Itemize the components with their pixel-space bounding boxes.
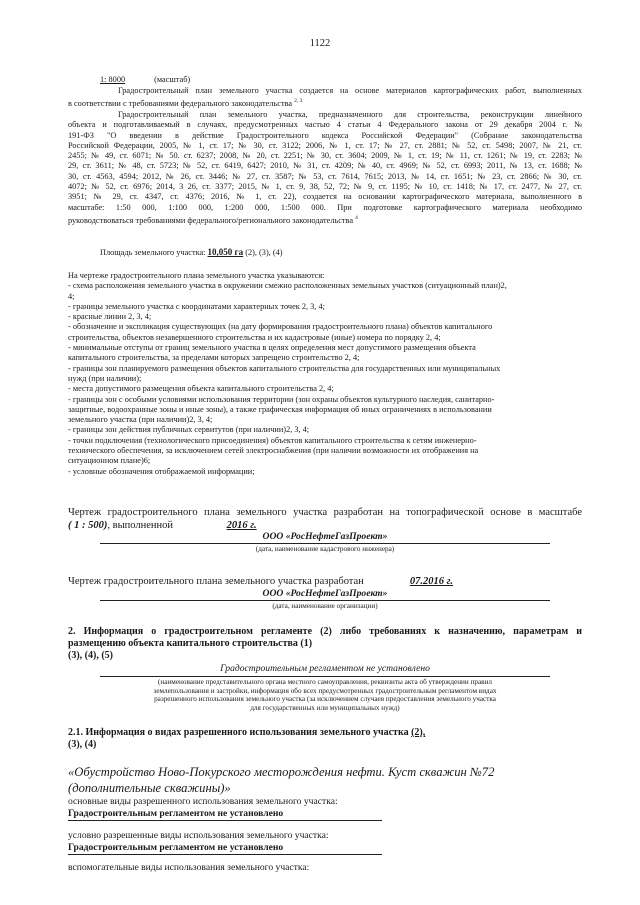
list-item: - точки подключения (технологического присоединения) объектов капитального строительства к сетям инженерно-	[68, 435, 477, 445]
developer-caption: (дата, наименование организации)	[272, 602, 378, 610]
divider	[100, 543, 550, 544]
developer-line: Чертеж градостроительного плана земельного участка разработан 07.2016 г.	[68, 575, 492, 588]
list-item: - границы зон с особыми условиями использования территории (зон охраны объектов культурного наследия, санитарно-	[68, 394, 495, 404]
list-item: - обозначение и экспликация существующих (на дату формирования градостроительного плана) объектов капитального	[68, 322, 493, 332]
regulation-value: Градостроительным регламентом не установлено	[220, 663, 430, 674]
topo-year: 2016 г.	[226, 520, 257, 531]
drawing-intro: На чертеже градостроительного плана земельного участка указываются:	[68, 271, 325, 280]
divider	[100, 600, 550, 601]
regulation-caption: (наименование представительного органа местного самоуправления, реквизиты акта об утверждении правил землепользования и застройки, информация обо всех предусмотренных градостроительным регламентом видах разрешенного использования земельного участка (за исключением случаев предоставления земельного участка для государственных или муниципальных нужд)	[153, 678, 497, 712]
list-item: - границы зон действия публичных сервитутов (при наличии)2, 3, 4;	[68, 425, 310, 435]
list-item: - границы зон планируемого размещения объектов капитального строительства для государственных или муниципальных	[68, 363, 501, 373]
map-scale-value: 1: 8000	[100, 75, 126, 84]
developer-date: 07.2016 г.	[409, 576, 453, 587]
divider	[68, 820, 382, 821]
list-item: 4;	[68, 291, 75, 301]
main-uses-value: Градостроительным регламентом не установлено	[68, 808, 284, 819]
list-item: ситуационном плане)6;	[68, 456, 151, 466]
main-uses-label: основные виды разрешенного использования земельного участка:	[68, 796, 338, 807]
list-item: - схема расположения земельного участка в окружении смежно расположенных земельных участков (ситуационный план)2,	[68, 281, 507, 291]
area-value: 10,050 га	[207, 247, 244, 257]
map-scale	[100, 75, 190, 85]
conditional-uses-label: условно разрешенные виды использования земельного участка:	[68, 830, 329, 841]
auxiliary-uses-label: вспомогательные виды использования земельного участка:	[68, 862, 310, 873]
divider	[100, 676, 550, 677]
list-item: защитные, водоохранные зоны и иные зоны), а также графическая информация об иных ограничениях в использовании	[68, 404, 492, 414]
topo-caption: (дата, наименование кадастрового инженера)	[255, 545, 395, 553]
conditional-uses-value: Градостроительным регламентом не установлено	[68, 842, 284, 853]
list-item: - условные обозначения отображаемой информации;	[68, 466, 255, 476]
drawing-requirements	[68, 271, 582, 477]
topo-organization: ООО «РосНефтеГазПроект»	[262, 531, 388, 542]
topo-basis: Чертеж градостроительного плана земельного участка разработан на топографической основе в масштабе ( 1 : 500), выполненной 2016 г.	[68, 507, 582, 531]
section-2-heading: 2. Информация о градостроительном регламенте (2) либо требованиях к назначению, параметрам и размещению объекта капитального строительства (1) (3), (4), (5)	[68, 626, 582, 662]
object-name: «Обустройство Ново-Покурского месторождения нефти. Куст скважин №72 (дополнительные скважины)»	[68, 765, 495, 795]
list-item: - минимальные отступы от границ земельного участка в целях определения мест допустимого размещения объекта	[68, 343, 476, 353]
section-2-1-heading: 2.1. Информация о видах разрешенного использования земельного участка (2), (3), (4)	[68, 727, 426, 751]
list-item: нужд (при наличии);	[68, 373, 142, 383]
list-item: - места допустимого размещения объекта капитального строительства 2, 4;	[68, 384, 334, 394]
area-label: Площадь земельного участка:	[100, 248, 206, 257]
list-item: - красные линии 2, 3, 4;	[68, 312, 152, 322]
requirement-list	[68, 281, 582, 477]
list-item: - границы земельного участка с координатами характерных точек 2, 3, 4;	[68, 301, 325, 311]
area-line	[100, 247, 283, 258]
intro-paragraph: Градостроительный план земельного участка создается на основе материалов картографических работ, выполненных в соответствии с требованиями федерального законодательства $^{2, 3}$	[68, 86, 582, 109]
developer-organization: ООО «РосНефтеГазПроект»	[262, 588, 388, 599]
list-item: технического обеспечения, за исключением сетей электроснабжения (при наличии возможности их отображения на	[68, 446, 479, 456]
divider	[68, 854, 382, 855]
list-item: капитального строительства, за пределами которых запрещено строительство 2, 4;	[68, 353, 360, 363]
map-scale-label: (масштаб)	[154, 75, 191, 84]
list-item: земельного участка (при наличии)2, 3, 4;	[68, 415, 213, 425]
purpose-paragraph: Градостроительный план земельного участка, предназначенного для строительства, реконструкции линейного объекта и подготавливаемый в случаях, предусмотренных частью 4 статьи 4 Федерального закона от 29 декабря 2004 г. № 191-ФЗ "О введении в действие Градостроительного кодекса Российской Федерации" (Собрание законодательства Российской Федерации, 2005, № 1, ст. 17; № 30, ст. 3122; 2006, № 1, ст. 17; № 27, ст. 2881; № 52, ст. 5498; 2007, № 21, ст. 2455; № 49, ст. 6071; № 50. ст. 6237; 2008, № 20, ст. 2251; № 30, ст. 3604; 2009, № 1, ст. 19; № 11, ст. 1261; № 19, ст. 2283; № 29, ст. 3611; № 48, ст. 5723; № 52, ст. 6419, 6427; 2010, № 31, ст. 4209; № 40, ст. 4969; № 52, ст. 6993; 2011, № 13, ст. 1688; № 30, ст. 4563, 4594; 2012, № 26, ст. 3446; № 27, ст. 3587; № 53, ст. 7614, 7615; 2013, № 14, ст. 1651; № 23, ст. 2866; № 30, ст. 4072; № 52, ст. 6976; 2014, 3 26, ст. 3377; 2015, № 1, ст. 9, 38, 52, 72; № 9, ст. 1195; № 10, ст. 1418; № 17, ст. 2477, № 27, ст. 3951; № 29, ст. 4347, ст. 4376; 2016, № 1, ст. 22), создается на основании картографического материала, выполненного в масштабе: 1:50 000, 1:100 000, 1:200 000, 1:500 000. При подготовке картографического материала необходимо руководствоваться требованиями федерального/регионального законодательства $^4$	[68, 110, 582, 225]
page-number: 1122	[309, 38, 331, 49]
list-item: строительства, объектов незавершенного строительства и их кадастровые (иные) номера по порядку 2, 4;	[68, 332, 441, 342]
area-refs: (2), (3), (4)	[245, 248, 283, 257]
